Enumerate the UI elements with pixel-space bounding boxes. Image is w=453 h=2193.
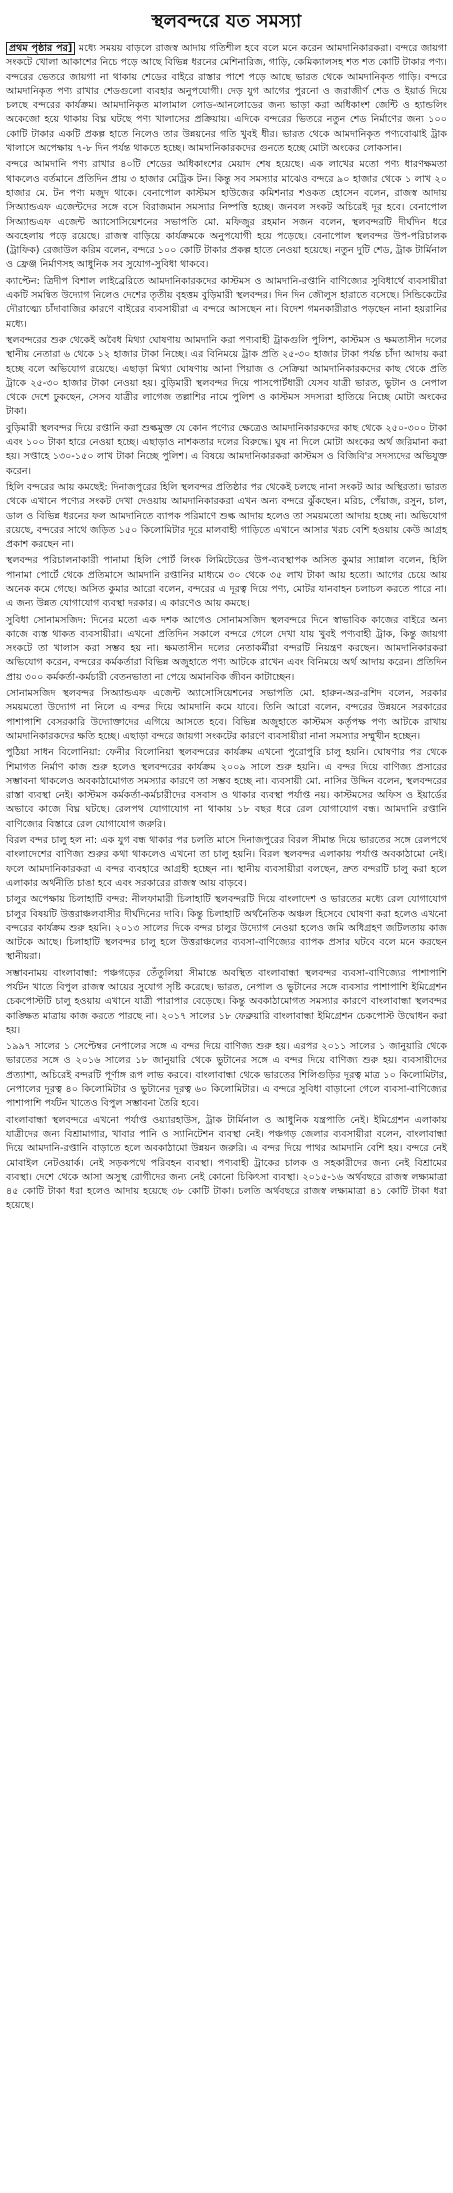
article-paragraph: চালুর অপেক্ষায় চিলাহাটি বন্দর: নীলফামারী চিলাহাটি স্থলবন্দরটি দিয়ে বাংলাদেশ ও ভারতের মধ্যে রেল যোগাযোগ চালুর বিষয়টি উত্তরাঞ্চলবাসীর দীর্ঘদিনের দাবি। কিন্তু চিলাহাটি অর্থনৈতিক অঞ্চল হিসেবে ঘোষণা করা হলেও এখনো বন্দরের কার্যক্রম শুরু হয়নি। ২০১৩ সালের দিকে বন্দর চালুর উদ্যোগ নেওয়া হলেও জমি অধিগ্রহণ জটিলতায় কাজ আটকে আছে। চিলাহাটি স্থলবন্দর চালু হলে উত্তরাঞ্চলের ব্যবসা-বাণিজ্যের ব্যাপক প্রসার ঘটবে বলে মনে করছেন স্থানীয়রা। — [6, 894, 447, 963]
lead-paragraph — [6, 42, 447, 156]
continuation-tag: প্রথম পৃষ্ঠার পর] — [6, 42, 75, 55]
article-paragraph: স্থলবন্দরের শুরু থেকেই অবৈধ মিথ্যা ঘোষণায় আমদানি করা পণ্যবাহী ট্রাকগুলি পুলিশ, কাস্টমস ও ক্ষমতাসীন দলের স্থানীয় নেতারা ৬ থেকে ১২ হাজার টাকা নিচ্ছে। এর বিনিময়ে ট্রাক প্রতি ২৫-৩০ হাজার টাকা পর্যন্ত চাঁদা আদায় করা হচ্ছে বলে অভিযোগ রয়েছে। এছাড়া মিথ্যা ঘোষণায় আনা পিয়াজ ও সেক্রিয়া আমদানিকারকদের কাছ থেকে প্রতি ট্রাকে ২৫-৩০ হাজার টাকা নেওয়া হয়। বুড়িমারী স্থলবন্দর দিয়ে পাসপোর্টধারী যেসব যাত্রী ভারত, ভুটান ও নেপাল থেকে দেশে ঢুকছেন, সেসব যাত্রীর লাগেজ তল্লাশির নামে পুলিশ ও কাস্টমস সদস্যরা হাতিয়ে নিচ্ছে মোটা অংকের টাকা। — [6, 334, 447, 418]
article-headline: স্থলবন্দরে যত সমস্যা — [151, 11, 302, 32]
article-paragraph: সম্ভাবনাময় বাংলাবান্ধা: পঞ্চগড়ের তেঁতুলিয়া সীমান্তে অবস্থিত বাংলাবান্ধা স্থলবন্দর ব্যবসা-বাণিজ্যের পাশাপাশি পর্যটন খাতে বিপুল রাজস্ব আয়ের সুযোগ সৃষ্টি করেছে। ভারত, নেপাল ও ভুটানের সঙ্গে ব্যবসার পাশাপাশি ইমিগ্রেশন চেকপোস্টটি চালু হওয়ায় এখানে যাত্রী পারাপার বেড়েছে। কিন্তু অবকাঠামোগত সমস্যার কারণে বাংলাবান্ধা স্থলবন্দর কাঙ্ক্ষিত মাত্রায় কাজ করতে পারছে না। ২০১৭ সালের ১৮ ফেব্রুয়ারি বাংলাবান্ধা ইমিগ্রেশন চেকপোস্ট উদ্বোধন করা হয়। — [6, 967, 447, 1036]
article-paragraph: স্থলবন্দর পরিচালনাকারী পানামা হিলি পোর্ট লিংক লিমিটেডের উপ-ব্যবস্থাপক অসিত কুমার স্যান্নাল বলেন, হিলি পানামা পোর্টে থেকে প্রতিমাসে আমদানি রপ্তানির মাধ্যমে ৩০ থেকে ৩৫ লাখ টাকা আয় হতো। আগের চেয়ে আয় অনেক কমে গেছে। অসিত কুমার আরো বলেন, বন্দরের এ দূরত্ব দিয়ে পণ্য, মোটর যানবাহন চলাচল করতে পারে না। এ জন্য উন্নত যোগাযোগ ব্যবস্থা দরকার। এ কারণেও আয় কমছে। — [6, 555, 447, 610]
article-paragraph: ক্যাপ্টেন: ত্রিদীপ বিশাল লাইব্রেরিতে আমদানিকারকদের কাস্টমস ও আমদানি-রপ্তানি বাণিজ্যের সুবিধার্থে ব্যবসায়ীরা একটি সমন্বিত উদ্যোগ নিলেও দেশের তৃতীয় বৃহত্তম বুড়িমারী স্থলবন্দর। দিন দিন জৌলুস হারাতে বসেছে। সিন্ডিকেটের দৌরাত্ম্যে চাঁদাবাজির কারণে বাইরের ব্যবসায়ীরা এ বন্দরে আসছেন না। বিদেশ গমনকারীরাও পড়ছেন নানা হয়রানির মধ্যে। — [6, 275, 447, 330]
article-paragraph: ১৯৯৭ সালের ১ সেপ্টেম্বর নেপালের সঙ্গে এ বন্দর দিয়ে বাণিজ্য শুরু হয়। এরপর ২০১১ সালের ১ জানুয়ারি থেকে ভারতের সঙ্গে ও ২০১৬ সালের ১৮ জানুয়ারি থেকে ভুটানের সঙ্গে এ বন্দর দিয়ে বাণিজ্য শুরু হয়। ব্যবসায়ীদের প্রত্যাশা, অচিরেই বন্দরটি পূর্ণাঙ্গ রূপ লাভ করবে। বাংলাবান্ধা থেকে ভারতের শিলিগুড়ির দূরত্ব মাত্র ১০ কিলোমিটার, নেপালের দূরত্ব ৪০ কিলোমিটার ও ভুটানের দূরত্ব ৬০ কিলোমিটার। এ বন্দরে সুবিধা বাড়ানো গেলে ব্যবসা-বাণিজ্যের পাশাপাশি পর্যটন খাতেও বিপুল সম্ভাবনা তৈরি হবে। — [6, 1041, 447, 1110]
article-paragraph: বাংলাবান্ধা স্থলবন্দরে এখনো পর্যাপ্ত ওয়্যারহাউস, ট্রাক টার্মিনাল ও আধুনিক যন্ত্রপাতি নেই। ইমিগ্রেশন এলাকায় যাত্রীদের জন্য বিশ্রামাগার, খাবার পানি ও স্যানিটেশন ব্যবস্থা নেই। পঞ্চগড় জেলার ব্যবসায়ীরা বলেন, বাংলাবান্ধা দিয়ে আমদানি-রপ্তানি বাড়াতে হলে অবকাঠামো উন্নয়ন জরুরি। এ বন্দর দিয়ে পাথর আমদানি বেশি হয়। বন্দরে নেই মোবাইল নেটওয়ার্ক। নেই সড়কপথে পরিবহন ব্যবস্থা। পণ্যবাহী ট্রাকের চালক ও সহকারীদের জন্য নেই বিশ্রামের ব্যবস্থা। দেশে থেকে আসা অসুস্থ রোগীদের জন্য নেই কোনো চিকিৎসা ব্যবস্থা। ২০১৫-১৬ অর্থবছরে রাজস্ব লক্ষ্যমাত্রা ৪৫ কোটি টাকা ধরা হলেও আদায় হয়েছে ৩৮ কোটি টাকা। চলতি অর্থবছরে রাজস্ব লক্ষ্যমাত্রা ৪১ কোটি টাকা ধরা হয়েছে। — [6, 1114, 447, 1212]
article-paragraph: বিরল বন্দর চালু হল না: এক যুগ বন্ধ থাকার পর চলতি মাসে দিনাজপুরের বিরল সীমান্ত দিয়ে ভারতের সঙ্গে রেলপথে বাংলাদেশের বাণিজ্য শুরুর কথা থাকলেও এখনো তা চালু হয়নি। বিরল স্থলবন্দর এলাকায় পর্যাপ্ত অবকাঠামো নেই। ফলে আমদানিকারকরা এ বন্দর ব্যবহারে আগ্রহী হচ্ছেন না। স্থানীয় ব্যবসায়ীরা বলছেন, দ্রুত বন্দরটি চালু করা হলে এলাকার অর্থনীতি চাঙা হবে এবং সরকারের রাজস্ব আয় বাড়বে। — [6, 835, 447, 889]
article-paragraph: বন্দরে আমদানি পণ্য রাখার ৪০টি শেডের অধিকাংশের মেয়াদ শেষ হয়েছে। এক লাখের মতো পণ্য ধারণক্ষমতা থাকলেও বর্তমানে প্রতিদিন প্রায় ৩ হাজার মেট্রিক টন। কিন্তু সব সমস্যার মাঝেও বন্দরে ৯০ হাজার থেকে ১ লাখ ২০ হাজার মে. টন পণ্য মজুদ থাকে। বেনাপোল কাস্টমস হাউজের কমিশনার শওকত হোসেন বলেন, রাজস্ব আদায় সিঅ্যান্ডএফ এজেন্টদের সঙ্গে বসে বিরাজমান সমস্যার নিষ্পত্তি হচ্ছে। জনবল সংকট অচিরেই দূর হবে। বেনাপোল সিঅ্যান্ডএফ এজেন্ট অ্যাসোসিয়েশনের সভাপতি মো. মফিজুর রহমান সজন বলেন, স্থলবন্দরটি দীর্ঘদিন ধরে অবহেলায় পড়ে রয়েছে। রাজস্ব বাড়িয়ে কার্যক্রমকে অনুপযোগী হয়ে পড়েছে। বেনাপোল স্থলবন্দর উপ-পরিচালক (ট্রাফিক) রেজাউল করিম বলেন, বন্দরে ১০০ কোটি টাকার প্রকল্প হাতে নেওয়া হয়েছে। নতুন দুটি শেড, ট্রাক টার্মিনাল ও ফ্রেঞ্জ নির্মাণসহ আধুনিক সব সুযোগ-সুবিধা থাকবে। — [6, 159, 447, 271]
lead-text: মধ্যে সময়য় বাড়লে রাজস্ব আদায় গতিশীল হবে বলে মনে করেন আমদানিকারকরা। বন্দরে জায়গা সংকটে খোলা আকাশের নিচে পড়ে আছে বিভিন্ন ধরনের মেশিনারিজ, গাড়ি, কেমিক্যালসহ শত শত কোটি টাকার পণ্য। বন্দরের ভেতরে জায়গা না থাকায় শেডের বাইরে রাস্তার পাশে পড়ে আছে ভারত থেকে আমদানিকৃত গাড়ি। বন্দরে আমদানিকৃত পণ্য রাখার শেডগুলো ব্যবহার অনুপযোগী। দেড় যুগ আগের পুরনো ও জরাজীর্ণ শেড ও ইয়ার্ড দিয়ে চলছে বন্দরের কার্যক্রম। আমদানিকৃত মালামাল লোড-আনলোডের জন্য ভাড়া করা অধিকাংশ জেন্টি ও হ্যান্ডলিং অকেজো হয়ে থাকায় বিঘ্ন ঘটছে পণ্য খালাসের প্রক্রিয়ায়। এদিকে বন্দরের ভিতরে নতুন শেড নির্মাণের জন্য ১০০ কোটি টাকার একটি প্রকল্প হাতে নিলেও তার উন্নয়নের গতি খুবই ধীর। ভারত থেকে আমদানিকৃত পণ্যবোঝাই ট্রাক খালাসে অপেক্ষায় ৭-৮ দিন পর্যন্ত থাকতে হচ্ছে। আমদানিকারকদের গুনতে হচ্ছে মোটা অংকের লোকসান। — [6, 43, 447, 155]
article-paragraph: বুড়িমারী স্থলবন্দর দিয়ে রপ্তানি করা শুল্কমুক্ত যে কোন পণ্যের ক্ষেত্রেও আমদানিকারকদের কাছ থেকে ২৫০-৩০০ টাকা এবং ১০০ টাকা হারে নেওয়া হচ্ছে। এছাড়াও নাশকতার দলের বিরুদ্ধে। ঘুষ না দিলে মোটা অংকের অর্থ জরিমানা করা হয়। সপ্তাহে ১৩০-১৫০ লাখ টাকা নিচ্ছে পুলিশ। এ বিষয়ে আমদানিকারকরা কাস্টমস ও বিজিবি'র সদস্যদের অভিযুক্ত করেন। — [6, 422, 448, 477]
article-paragraph: হিলি বন্দরের আয় কমছেই: দিনাজপুরের হিলি স্থলবন্দর প্রতিষ্ঠার পর থেকেই চলছে নানা সংকট আর অস্থিরতা। ভারত থেকে এখানে পণ্যের সংকট দেখা দেওয়ায় আমদানিকারকরা এখন অন্য বন্দরে ঝুঁকছেন। মরিচ, পেঁয়াজ, রসুন, চাল, ডাল ও বিভিন্ন ধরনের ফল আমদানিতে ব্যাপক পরিমাণে শুল্ক আদায় হলেও তা সময়মতো আদায় হচ্ছে না। অভিযোগ রয়েছে, বন্দরের সাথে জড়িত ১৫০ কিলোমিটার দূরে মালবাহী গাড়িতে এখানে আসার খরচ বেশি হওয়ায় কেউ আগ্রহ প্রকাশ করছেন না। — [6, 481, 447, 551]
article-paragraph: পুঠিয়া সাধন বিলোনিয়া: ফেনীর বিলোনিয়া স্থলবন্দরের কার্যক্রম এখনো পুরোপুরি চালু হয়নি। ঘোষণার পর থেকে শিমাগত নির্মাণ কাজ শুরু হলেও স্থলবন্দরের কার্যক্রম ২০০৯ সালে শুরু হয়নি। এ বন্দর দিয়ে বাণিজ্য প্রসারের সম্ভাবনা থাকলেও অবকাঠামোগত সমস্যার কারণে তা সম্ভব হচ্ছে না। ব্যবসায়ী মো. নাসির উদ্দিন বলেন, স্থলবন্দরের রাস্তা ব্যবস্থা নেই। কাস্টমস কর্মকর্তা-কর্মচারীদের বসবাস ও থাকার ব্যবস্থা পর্যাপ্ত নয়। কাস্টমসের অফিস ও ইয়ার্ডের অভাবে কাজে বিঘ্ন ঘটছে। রেলপথ যোগাযোগ না থাকায় ১৮ বছর ধরে রেল যোগাযোগ বন্ধ। আমদানি রপ্তানি বাণিজ্যের বিস্তারে রেল যোগাযোগ জরুরি। — [6, 747, 447, 830]
article-paragraph: সোনামসজিদ স্থলবন্দর সিঅ্যান্ডএফ এজেন্ট অ্যাসোসিয়েশনের সভাপতি মো. হারুন-অর-রশিদ বলেন, সরকার সময়মতো উদ্যোগ না নিলে এ বন্দর দিয়ে আমদানি কমে যাবে। তিনি আরো বলেন, বন্দরের উন্নয়নে সরকারের পাশাপাশি বেসরকারি উদ্যোক্তাদের এগিয়ে আসতে হবে। বিভিন্ন অজুহাতে কাস্টমস কর্তৃপক্ষ পণ্য আটকে রাখায় আমদানিকারকদের ক্ষতি হচ্ছে। এছাড়া বন্দরে জায়গা সংকটের কারণে ব্যবসায়ীরা নানা সমস্যার সম্মুখীন হচ্ছেন। — [6, 688, 447, 742]
article-paragraph: সুবিধা সোনামসজিদ: দিনের মতো এক দশক আগেও সোনামসজিদ স্থলবন্দরে দিনে স্বাভাবিক কাজের বাইরে অন্য কাজে ব্যস্ত থাকত ব্যবসায়ীরা। এখনো প্রতিদিন সকালে বন্দরে গেলে দেখা যায় খুবই পণ্যবাহী ট্রাক, কিন্তু জায়গা সংকটে তা খালাস করা সম্ভব হয় না। ক্ষমতাসীন দলের নেতাকর্মীরা বন্দরটি নিয়ন্ত্রণ করছেন। আমদানিকারকরা অভিযোগ করেন, বন্দরের কর্মকর্তারা বিভিন্ন অজুহাতে পণ্য আটকে রাখেন এবং বিনিময়ে অর্থ আদায় করেন। প্রতিদিন প্রায় ৩০০ কর্মকর্তা-কর্মচারী বেতনভাতা না পেয়ে অমানবিক জীবন কাটাচ্ছেন। — [6, 614, 447, 683]
